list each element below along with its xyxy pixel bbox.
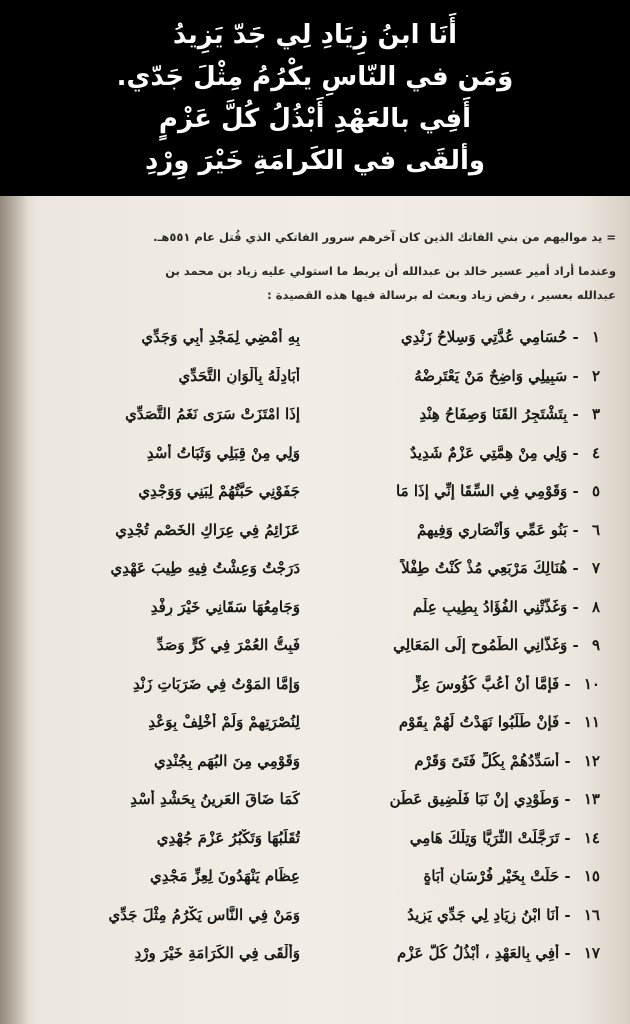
verse-dash: - <box>559 828 576 847</box>
verse-second-hemistich: وَأَلْقَى فِي الكَرَامَةِ خَيْرَ وِرْدِ <box>134 944 300 962</box>
verse-dash: - <box>567 482 584 500</box>
verse-number: ٥ <box>591 482 600 500</box>
verse-first-text: وَغَذَّتْنِي الفُؤَادُ بِطِيبِ عِلْمٍ <box>412 597 568 616</box>
verse-dash: - <box>567 405 584 423</box>
verse-number: ١٥ <box>583 867 600 885</box>
verse-first-text: فَإِنْ طَلَبُوا نَهَدْتُ لَهُمْ بِقَوْمٍ <box>398 713 560 731</box>
verse-second-hemistich: جَفَوْنِي حَبَّتُهُمْ لِبَنِي وَوَجْدِي <box>138 482 300 500</box>
verse-number: ٢ <box>591 366 600 385</box>
verse-dash: - <box>559 944 576 962</box>
verse-number: ١٧ <box>583 944 600 962</box>
verse-second-hemistich: عِظَامٍ يَنْهَدُونَ لِعِزِّ مَجْدِي <box>150 867 300 885</box>
verse-first-hemistich <box>330 675 600 693</box>
verse-row <box>0 521 630 555</box>
verse-number: ٦ <box>591 520 600 539</box>
verse-first-text: أَفِي بِالعَهْدِ ، أَبْذُلُ كُلَّ عَزْمٍ <box>396 944 560 962</box>
verse-first-text: وَلِي مِنْ هِمَّتِي عَزْمٌ شَدِيدٌ <box>409 443 568 462</box>
verse-row <box>0 405 630 439</box>
verse-second-hemistich: فَبِتُّ العُمْرَ فِي كَرٍّ وَصَدِّ <box>156 636 300 654</box>
verse-first-hemistich <box>330 752 600 770</box>
verse-first-text: هُنَالِكَ مَرْبَعِي مُذْ كُنْتُ طِفْلاً <box>401 559 568 577</box>
caption-line: وألقَى في الكَرامَةِ خَيْرَ وِرْدِ <box>144 146 486 176</box>
verse-first-hemistich <box>330 521 600 539</box>
verse-first-hemistich <box>330 829 600 847</box>
verse-second-hemistich: بِهِ أَمْضِي لِمَجْدِ أَبِي وَجَدِّي <box>141 328 300 346</box>
verse-dash: - <box>559 713 576 731</box>
verse-first-hemistich <box>330 713 600 731</box>
verse-number: ١ <box>591 328 600 346</box>
caption-line: وَمَن في النّاسِ يكْرُمُ مِثْلَ جَدّي. <box>116 62 514 92</box>
verse-row <box>0 444 630 478</box>
verse-second-hemistich: وَقَوْمِي مِنَ البُهَمِ بِجُنْدِي <box>154 751 300 770</box>
verse-dash: - <box>567 443 584 462</box>
verse-first-hemistich <box>330 328 600 346</box>
verse-first-text: وَقَوْمِي فِي السِّقَا إِنِّي إِذَا مَا <box>396 482 568 500</box>
verse-row <box>0 944 630 978</box>
verse-dash: - <box>567 366 584 385</box>
verse-row <box>0 328 630 362</box>
verse-dash: - <box>567 328 584 346</box>
verse-first-text: بِتَشْتَجِرُ القَنَا وَصِفَاحُ هِنْدِ <box>419 405 568 423</box>
verse-row <box>0 675 630 709</box>
verse-dash: - <box>559 867 576 885</box>
verse-number: ٤ <box>591 443 600 462</box>
verse-first-text: حُسَامِي عُدَّتِي وَسِلاحُ زَنْدِي <box>400 328 568 346</box>
caption-line: أَفِي بالعَهْدِ أَبْذُلُ كُلَّ عَزْمٍ <box>158 104 472 134</box>
verse-dash: - <box>559 905 576 924</box>
verse-number: ١١ <box>583 713 600 731</box>
verse-dash: - <box>559 751 576 770</box>
verse-row <box>0 713 630 747</box>
verse-first-text: تَرَجَّلَتْ الثُّرَيَّا وَتِلْكَ هَامِي <box>409 828 560 847</box>
verse-number: ٨ <box>591 597 600 616</box>
verse-first-hemistich <box>330 444 600 462</box>
footnote: = يد مواليهم من بني الفاتك الذين كان آخرهم سرور الفاتكي الذي قُتل عام ٥٥١هـ. <box>153 230 616 244</box>
verse-row <box>0 367 630 401</box>
verse-number: ١٤ <box>583 828 600 847</box>
verse-first-text: بَنُو عَمِّي وَأَنْصَارِي وَفِيهِمْ <box>417 520 568 539</box>
verse-row <box>0 906 630 940</box>
verse-second-hemistich: تُقَلِّبُهَا وَتَكْبُرُ عَزْمَ جُهْدِي <box>156 828 300 847</box>
verse-second-hemistich: إِذَا امْتَزَتْ سَرَى نَغَمُ التَّصَدِّي <box>125 405 300 423</box>
verse-dash: - <box>567 597 584 616</box>
verse-first-hemistich <box>330 944 600 962</box>
verse-first-text: أُسَدِّدُهُمْ بِكُلِّ فَتَىً وَقَرْمٍ <box>414 751 560 770</box>
verse-first-hemistich <box>330 367 600 385</box>
verse-row <box>0 598 630 632</box>
verse-number: ٣ <box>591 405 600 423</box>
verse-second-hemistich: وَمَنْ فِي النَّاسِ يَكْرُمُ مِثْلَ جَدِّي <box>108 905 300 924</box>
verse-first-text: سَبِيلِي وَاضِحٌ مَنْ يَعْتَرِضْهُ <box>414 366 568 385</box>
verse-first-hemistich <box>330 559 600 577</box>
verse-row <box>0 559 630 593</box>
verse-number: ١٦ <box>583 905 600 924</box>
verse-second-hemistich: وَجَامِعُهَا سَقَانِي خَيْرَ رِفْدِ <box>150 597 300 616</box>
verse-dash: - <box>559 674 576 693</box>
verse-second-hemistich: عَزَائِمُ فِي عِرَاكِ الخَصْمِ تُجْدِي <box>115 520 300 539</box>
verse-first-text: وَغَذَّانِي الطُّمُوحِ إِلَى المَعَالِي <box>393 636 568 654</box>
verse-second-hemistich: وَإِمَّا المَوْتُ فِي ضَرَبَاتِ زَنْدِ <box>132 674 300 693</box>
verse-number: ٩ <box>591 636 600 654</box>
verse-second-hemistich: كَمَا ضَاقَ العَرِينُ بِحَشْدِ أَسْدِ <box>130 790 300 808</box>
verse-first-text: فَإِمَّا أَنْ أَعُبَّ كُؤُوسَ عِزٍّ <box>413 674 560 693</box>
verse-first-hemistich <box>330 867 600 885</box>
caption-line: أَنَا ابنُ زِيَادِ لِي جَدّ يَزِيدُ <box>172 20 458 50</box>
caption-banner <box>0 0 630 196</box>
verse-number: ١٠ <box>583 674 600 693</box>
book-page <box>0 196 630 1024</box>
verse-first-text: أَنَا ابْنُ زِيَادِ لِي جَدِّي يَزِيدُ <box>407 905 560 924</box>
verse-second-hemistich: وَلِي مِنْ قِبَلِي وَثَبَاتُ أَسْدِ <box>146 443 300 462</box>
verse-first-text: وَطَوْدِي إِنْ نَبَا فَلْضِيقِ عَطَنٍ <box>389 790 560 808</box>
verse-first-hemistich <box>330 790 600 808</box>
verse-first-hemistich <box>330 636 600 654</box>
verse-number: ١٢ <box>583 751 600 770</box>
verse-number: ٧ <box>591 559 600 577</box>
verse-first-hemistich <box>330 482 600 500</box>
verse-number: ١٣ <box>583 790 600 808</box>
verse-dash: - <box>567 559 584 577</box>
verse-first-text: حَلَّتْ بِخَيْرِ فُرْسَانٍ أُبَاةٍ <box>423 867 560 885</box>
verse-second-hemistich: أُبَادِلْهُ بِأَلْوَانِ التَّحَدِّي <box>178 366 300 385</box>
verse-dash: - <box>567 636 584 654</box>
verse-dash: - <box>559 790 576 808</box>
verse-row <box>0 482 630 516</box>
verse-first-hemistich <box>330 906 600 924</box>
verse-row <box>0 752 630 786</box>
verse-second-hemistich: دَرَجْتُ وَعِشْتُ فِيهِ طِيبَ عَهْدِي <box>110 559 300 577</box>
verse-dash: - <box>567 520 584 539</box>
verse-second-hemistich: لِنُصْرَتِهِمْ وَلَمْ أُخْلِفْ بِوَعْدِ <box>148 713 300 731</box>
verse-row <box>0 829 630 863</box>
verse-first-hemistich <box>330 405 600 423</box>
verse-first-hemistich <box>330 598 600 616</box>
verse-row <box>0 636 630 670</box>
verse-row <box>0 790 630 824</box>
intro-line: عبدالله بعسير ، رفض زياد وبعث له برسالة فيها هذه القصيدة : <box>267 288 616 302</box>
intro-line: وعندما أراد أمير عسير خالد بن عبدالله أن يربط ما استولي عليه زياد بن محمد بن <box>165 264 616 278</box>
verse-row <box>0 867 630 901</box>
